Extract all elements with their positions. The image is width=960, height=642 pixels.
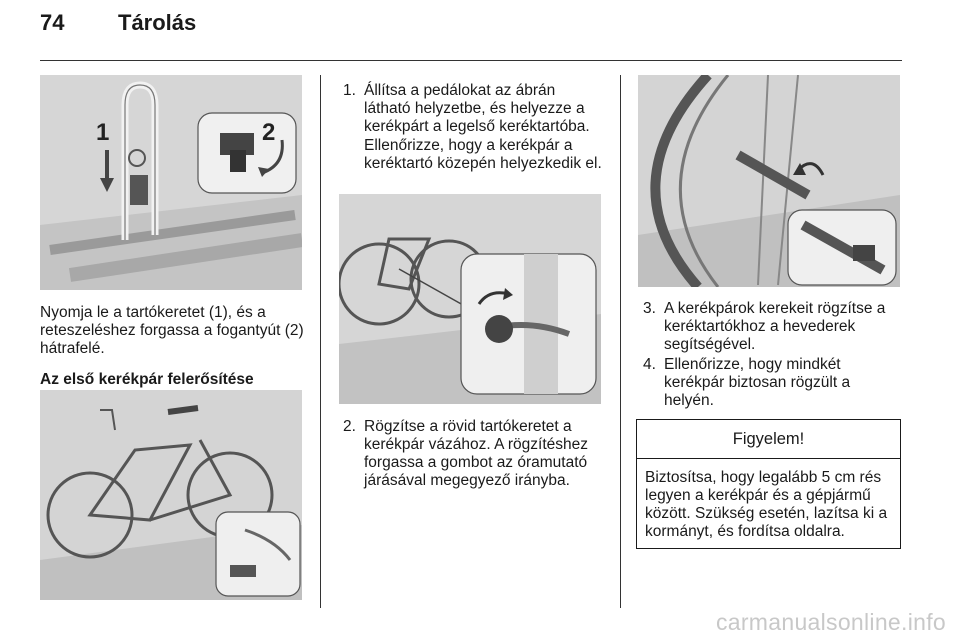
notice-box <box>636 419 901 549</box>
page-title: Tárolás <box>118 10 197 35</box>
figure-frame-holder <box>339 194 601 404</box>
callout-number-2: 2 <box>262 119 276 146</box>
section-heading: Az első kerékpár felerősítése <box>40 371 254 388</box>
step-2-text: Rögzítse a rövid tartókeretet a kerékpár vázához. A rögzítéshez forgassa a gombot az óramutató járásával megegyező irányba. <box>364 418 589 489</box>
step-1-note: Ellenőrizze, hogy a kerékpár a keréktartó közepén helyezkedik el. <box>364 137 602 172</box>
figure-wheel-strap <box>638 75 900 287</box>
notice-body: Biztosítsa, hogy legalább 5 cm rés legyen a kerékpár és a gépjármű között. Szükség esetén, lazítsa ki a kormányt, és fordítsa oldalra. <box>645 469 888 540</box>
step-4-number: 4. <box>643 356 656 373</box>
step-1-number: 1. <box>343 82 356 99</box>
release-instruction-paragraph: Nyomja le a tartókeretet (1), és a reteszeléshez forgassa a fogantyút (2) hátrafelé. <box>40 304 304 357</box>
step-4-text: Ellenőrizze, hogy mindkét kerékpár biztosan rögzült a helyén. <box>664 356 851 409</box>
step-2-number: 2. <box>343 418 356 435</box>
step-2 <box>343 418 603 498</box>
carrier-release-illustration <box>40 75 302 290</box>
step-1-text: Állítsa a pedálokat az ábrán látható helyzetbe, és helyezze a kerékpárt a legelső keréktartóba. <box>364 82 590 135</box>
column-divider-right <box>620 75 621 608</box>
step-3 <box>643 300 905 360</box>
page-number: 74 <box>40 10 65 35</box>
step-3-text: A kerékpárok kerekeit rögzítse a keréktartókhoz a hevederek segítségével. <box>664 300 886 353</box>
figure-carrier-release <box>40 75 302 290</box>
step-4 <box>643 356 905 416</box>
figure-first-bicycle <box>40 390 302 600</box>
watermark: carmanualsonline.info <box>715 609 946 635</box>
frame-holder-illustration <box>339 194 601 404</box>
callout-number-1: 1 <box>96 119 110 146</box>
header-rule <box>40 60 902 61</box>
step-3-number: 3. <box>643 300 656 317</box>
wheel-strap-illustration <box>638 75 900 287</box>
column-divider-left <box>320 75 321 608</box>
notice-title: Figyelem! <box>637 420 900 459</box>
first-bicycle-illustration <box>40 390 302 600</box>
